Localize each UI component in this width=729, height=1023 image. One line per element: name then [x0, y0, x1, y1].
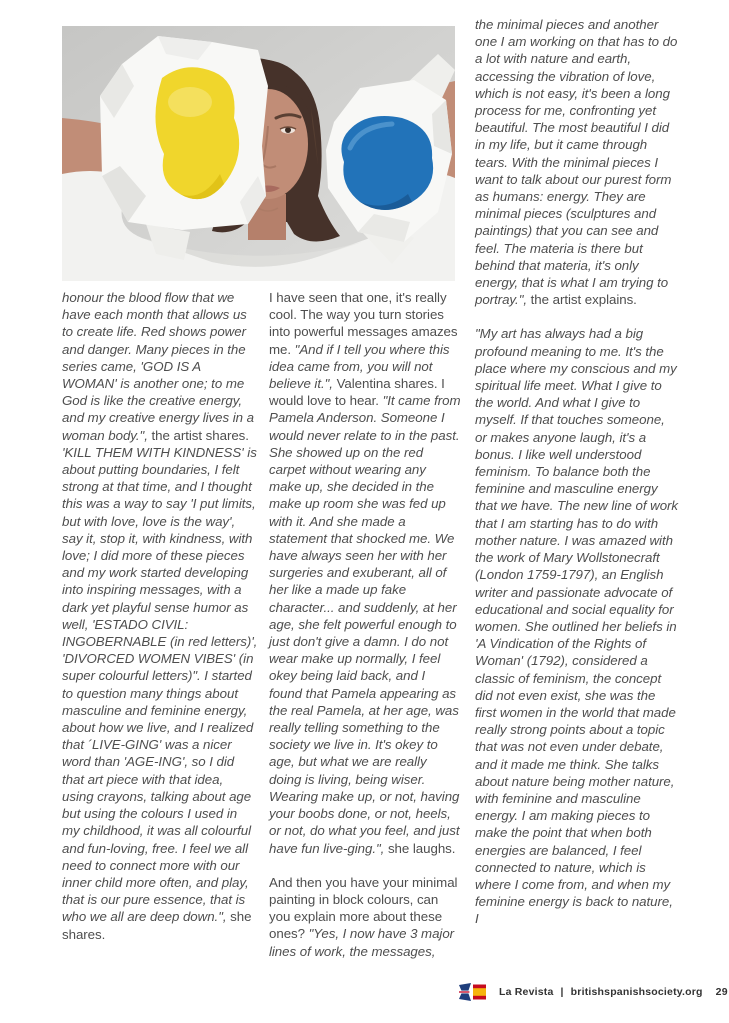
article-text-segment: "And if I tell you where this idea came from, you will not believe it.", — [269, 341, 450, 392]
yellow-paint-blob — [155, 67, 239, 199]
uk-flag-red-band — [459, 991, 469, 992]
article-text-segment: she shares. — [62, 909, 252, 942]
british-spanish-society-logo-icon — [458, 982, 488, 1002]
eye-iris — [285, 127, 291, 133]
artist-photo-illustration — [62, 26, 455, 281]
article-text-segment: "It came from Pamela Anderson. Someone I would never relate to in the past. She showed up on the red carpet without wearing any make up, she decided in the make up room she was fed up with it. And she made a statement that shocked me. We have always seen her with her surgeries and exuberant, all of her like a made up fake character... and suddenly, at her age, she felt powerful enough to just don't give a damn. I do not wear make up normally, I feel okey being laid back, and I found that Pamela appearing as the real Pamela, at her age, was really telling something to the society we live in. It's okey to age, but what we are really doing is living, being wiser. Wearing make up, or not, having your boobs done, or not, heels, or not, do what you feel, and just have fun live-ging.", — [269, 393, 461, 856]
article-text-segment: the minimal pieces and another one I am working on that has to do a lot with nature and earth, accessing the vibration of love, which is not easy, it's been a long process for me, confronting yet beautiful. The most beautiful I did in my life, but it came through tears. With the minimal pieces I want to talk about our purest form as humans: energy. They are minimal pieces (sculptures and paintings) that you can see and feel. The materia is there but behind that materia, it's only energy, that is what I am trying to portray.", — [475, 17, 678, 308]
footer-site: britishspanishsociety.org — [570, 986, 703, 998]
article-text-segment: I have seen that one, it's really cool. The way you turn stories into powerful messages amazes me. — [269, 290, 458, 357]
spain-flag-yellow — [473, 988, 486, 996]
article-text-segment: "Yes, I now have 3 major lines of work, the messages, — [269, 926, 455, 959]
article-column-right — [475, 16, 679, 945]
footer-separator: | — [560, 986, 564, 998]
footer-brand: La Revista — [499, 986, 554, 998]
footer-page-number: 29 — [715, 986, 728, 998]
article-paragraph — [269, 289, 461, 857]
article-text-segment: Valentina shares. I would love to hear. — [269, 376, 445, 409]
article-paragraph — [62, 289, 258, 943]
article-text-segment: she laughs. — [384, 840, 456, 856]
blue-paint-blob — [341, 116, 433, 210]
artist-photo — [62, 26, 455, 281]
article-column-left — [62, 289, 258, 960]
article-text-segment: the artist shares. — [147, 427, 249, 443]
article-paragraph — [475, 325, 679, 927]
article-column-middle — [269, 289, 461, 977]
article-text-segment: And then you have your minimal painting in block colours, can you explain more about these ones? — [269, 874, 458, 942]
article-paragraph — [269, 874, 461, 960]
article-text-segment: the artist explains. — [527, 292, 637, 308]
article-paragraph — [475, 16, 679, 308]
article-text-segment: 'KILL THEM WITH KINDNESS' is about putting boundaries, I felt strong at that time, and I thought this was a way to say 'I put limits, but with love, love is the way', say it, stop it, with kindness, with love; I did more of these pieces and my work started developing into inspiring messages, with a dark yet playful sense humor as well, 'ESTADO CIVIL: INGOBERNABLE (in red letters)', 'DIVORCED WOMEN VIBES' (in super colourful letters)". I started to question many things about masculine and feminine energy, about how we live, and I realized that ´LIVE-GING' was a nicer word than 'AGE-ING', so I did that art piece with that idea, using crayons, talking about age but using the colours I used in my childhood, it was all colourful and fun-loving, free. I feel we all need to connect more with our inner child more often, and play, that is our pure essence, that is who we all are deep down.", — [62, 444, 258, 925]
article-text-segment: honour the blood flow that we have each month that allows us to create life. Red shows power and danger. Many pieces in the series came, 'GOD IS A WOMAN' is another one; to me God is like the creative energy, and my creative energy lives in a woman body.", — [62, 290, 254, 443]
yellow-paint-highlight — [168, 87, 212, 117]
page-footer — [458, 982, 728, 1002]
article-text-segment: "My art has always had a big profound meaning to me. It's the place where my conscious and my spiritual life meet. What I give to the world. And what I give to myself. If that touches someone, or makes anyone laugh, it's a bonus. I like well understood feminism. To balance both the feminine and masculine energy that we have. The new line of work that I am starting has to do with mother nature. I was amazed with the work of Mary Wollstonecraft (London 1759-1797), an English writer and passionate advocate of educational and social equality for women. She outlined her beliefs in 'A Vindication of the Rights of Woman' (1792), considered a classic of feminism, the concept did not even exist, she was the first women in the world that made really strong points about a topic that was not even under debate, and it made me think. She talks about nature being mother nature, with feminine and masculine energy. I am making pieces to make the point that when both energies are balanced, I feel connected to nature, which is where I come from, and when my feminine energy is back to nature, I — [475, 326, 679, 927]
